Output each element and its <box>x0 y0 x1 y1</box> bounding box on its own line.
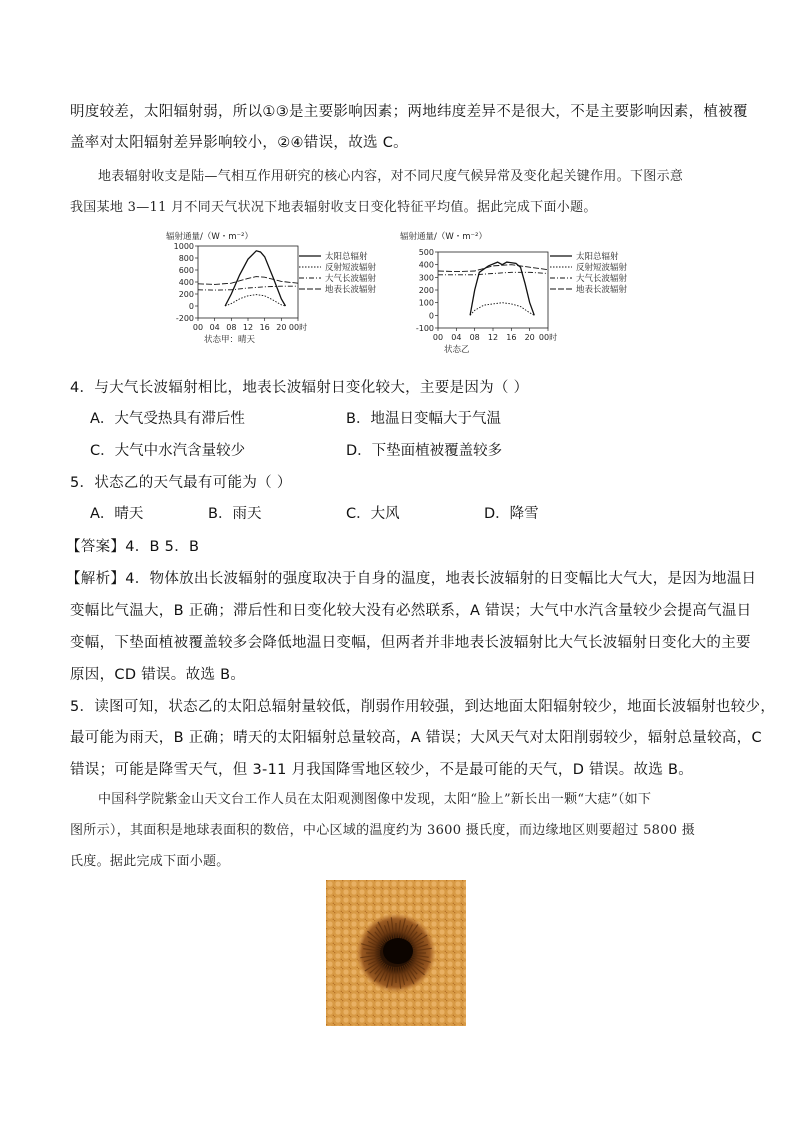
x-tick-label: 00时 <box>538 333 558 342</box>
analysis-text-1: 4．物体放出长波辐射的强度取决于自身的温度，地表长波辐射的日变幅比大气大，是因为地温日 <box>125 571 757 587</box>
y-tick-label: -200 <box>175 314 194 323</box>
legend-label: 太阳总辐射 <box>325 252 368 262</box>
answer-text: 4．B 5．B <box>125 539 200 555</box>
series-line-solid <box>225 251 285 306</box>
x-tick-label: 04 <box>451 333 462 342</box>
question-5-option-d: D．降雪 <box>484 506 539 522</box>
intro-2-line-1: 中国科学院紫金山天文台工作人员在太阳观测图像中发现，太阳“脸上”新长出一颗“大痣”（如下 <box>98 792 652 807</box>
y-axis-label: 辐射通量/（W・m⁻²） <box>166 232 253 242</box>
analysis-label: 【解析】 <box>66 571 126 587</box>
x-tick-label: 20 <box>276 323 287 332</box>
question-4-stem: 4．与大气长波辐射相比，地表长波辐射日变化较大，主要是因为（ ） <box>70 380 529 396</box>
x-tick-label: 08 <box>469 333 480 342</box>
question-4-option-c: C．大气中水汽含量较少 <box>90 443 246 459</box>
question-4-option-a: A．大气受热具有滞后性 <box>90 411 245 427</box>
x-tick-label: 20 <box>524 333 535 342</box>
intro-2-line-3: 氏度。据此完成下面小题。 <box>70 854 230 869</box>
x-tick-label: 12 <box>242 323 254 332</box>
chart-title: 状态乙 <box>444 345 470 355</box>
series-line-dotted <box>225 295 285 306</box>
y-axis-label: 辐射通量/（W・m⁻²） <box>400 232 487 242</box>
legend-label: 反射短波辐射 <box>576 263 628 273</box>
question-5-option-b: B．雨天 <box>208 506 262 522</box>
y-tick-label: -100 <box>415 324 434 333</box>
analysis-line-6: 最可能为雨天，B 正确；晴天的太阳辐射总量较高，A 错误；大风天气对太阳削弱较少，辐射总量较高，C <box>70 730 762 746</box>
series-line-dashdot <box>438 272 548 275</box>
question-5-stem: 5．状态乙的天气最有可能为（ ） <box>70 475 292 491</box>
legend-label: 反射短波辐射 <box>325 263 377 273</box>
question-4-option-b: B．地温日变幅大于气温 <box>346 411 501 427</box>
x-tick-label: 00时 <box>288 323 308 332</box>
analysis-line-3: 变幅，下垫面植被覆盖较多会降低地温日变幅，但两者并非地表长波辐射比大气长波辐射日变化大的主要 <box>70 635 751 651</box>
plot-frame <box>198 246 298 318</box>
series-line-long-dash <box>438 265 548 272</box>
legend-label: 太阳总辐射 <box>576 252 619 262</box>
x-tick-label: 08 <box>226 323 237 332</box>
y-tick-label: 1000 <box>173 242 194 251</box>
intro-2-line-2: 图所示），其面积是地球表面积的数倍，中心区域的温度约为 3600 摄氏度，而边缘地区则要超过 5800 摄 <box>70 823 696 838</box>
y-tick-label: 400 <box>418 260 434 270</box>
y-tick-label: 300 <box>418 273 434 283</box>
x-tick-label: 04 <box>209 323 220 332</box>
analysis-line-1 <box>66 563 757 595</box>
analysis-line-7: 错误；可能是降雪天气，但 3-11 月我国降雪地区较少，不是最可能的天气，D 错误。故选 B。 <box>70 762 694 778</box>
sunspot-photo-icon <box>326 880 466 1026</box>
x-tick-label: 16 <box>259 323 270 332</box>
analysis-line-2: 变幅比气温大，B 正确；滞后性和日变化较大没有必然联系，A 错误；大气中水汽含量较少会提高气温日 <box>70 603 752 619</box>
series-line-dashdot <box>198 286 298 290</box>
chart-state-b-legend <box>548 250 648 320</box>
question-4-option-d: D．下垫面植被覆盖较多 <box>346 443 503 459</box>
intro-1-line-2: 我国某地 3—11 月不同天气状况下地表辐射收支日变化特征平均值。据此完成下面小题。 <box>70 200 597 215</box>
y-tick-label: 0 <box>428 311 434 321</box>
legend-label: 大气长波辐射 <box>325 274 377 284</box>
legend-label: 地表长波辐射 <box>325 285 377 295</box>
y-tick-label: 0 <box>188 302 194 311</box>
y-tick-label: 200 <box>178 290 194 299</box>
x-tick-label: 16 <box>506 333 517 342</box>
y-tick-label: 200 <box>418 286 434 295</box>
x-tick-label: 00 <box>432 333 444 342</box>
intro-1-line-1: 地表辐射收支是陆—气相互作用研究的核心内容，对不同尺度气候异常及变化起关键作用。下图示意 <box>98 169 684 184</box>
y-tick-label: 400 <box>178 278 194 287</box>
answer-label: 【答案】 <box>66 539 126 555</box>
analysis-line-4: 原因，CD 错误。故选 B。 <box>70 667 246 683</box>
paragraph-1-line-1: 明度较差，太阳辐射弱，所以①③是主要影响因素；两地纬度差异不是很大，不是主要影响因素，植被覆 <box>70 104 748 120</box>
y-tick-label: 800 <box>178 254 194 263</box>
series-line-long-dash <box>198 277 298 285</box>
analysis-line-5: 5．读图可知，状态乙的太阳总辐射量较低，削弱作用较强，到达地面太阳辐射较少，地面长波辐射也较少， <box>70 699 776 715</box>
answer-line <box>66 531 720 563</box>
chart-title: 状态甲：晴天 <box>204 335 256 345</box>
x-tick-label: 00 <box>192 323 204 332</box>
question-5-option-c: C．大风 <box>346 506 400 522</box>
chart-state-a-legend <box>297 250 397 320</box>
y-tick-label: 100 <box>418 298 434 308</box>
paragraph-1-line-2: 盖率对太阳辐射差异影响较小，②④错误，故选 C。 <box>70 135 408 151</box>
x-tick-label: 12 <box>487 333 499 342</box>
y-tick-label: 500 <box>418 248 434 257</box>
legend-label: 地表长波辐射 <box>576 285 628 295</box>
y-tick-label: 600 <box>178 266 194 275</box>
series-line-dotted <box>470 303 534 316</box>
question-5-option-a: A．晴天 <box>90 506 144 522</box>
legend-label: 大气长波辐射 <box>576 274 628 284</box>
